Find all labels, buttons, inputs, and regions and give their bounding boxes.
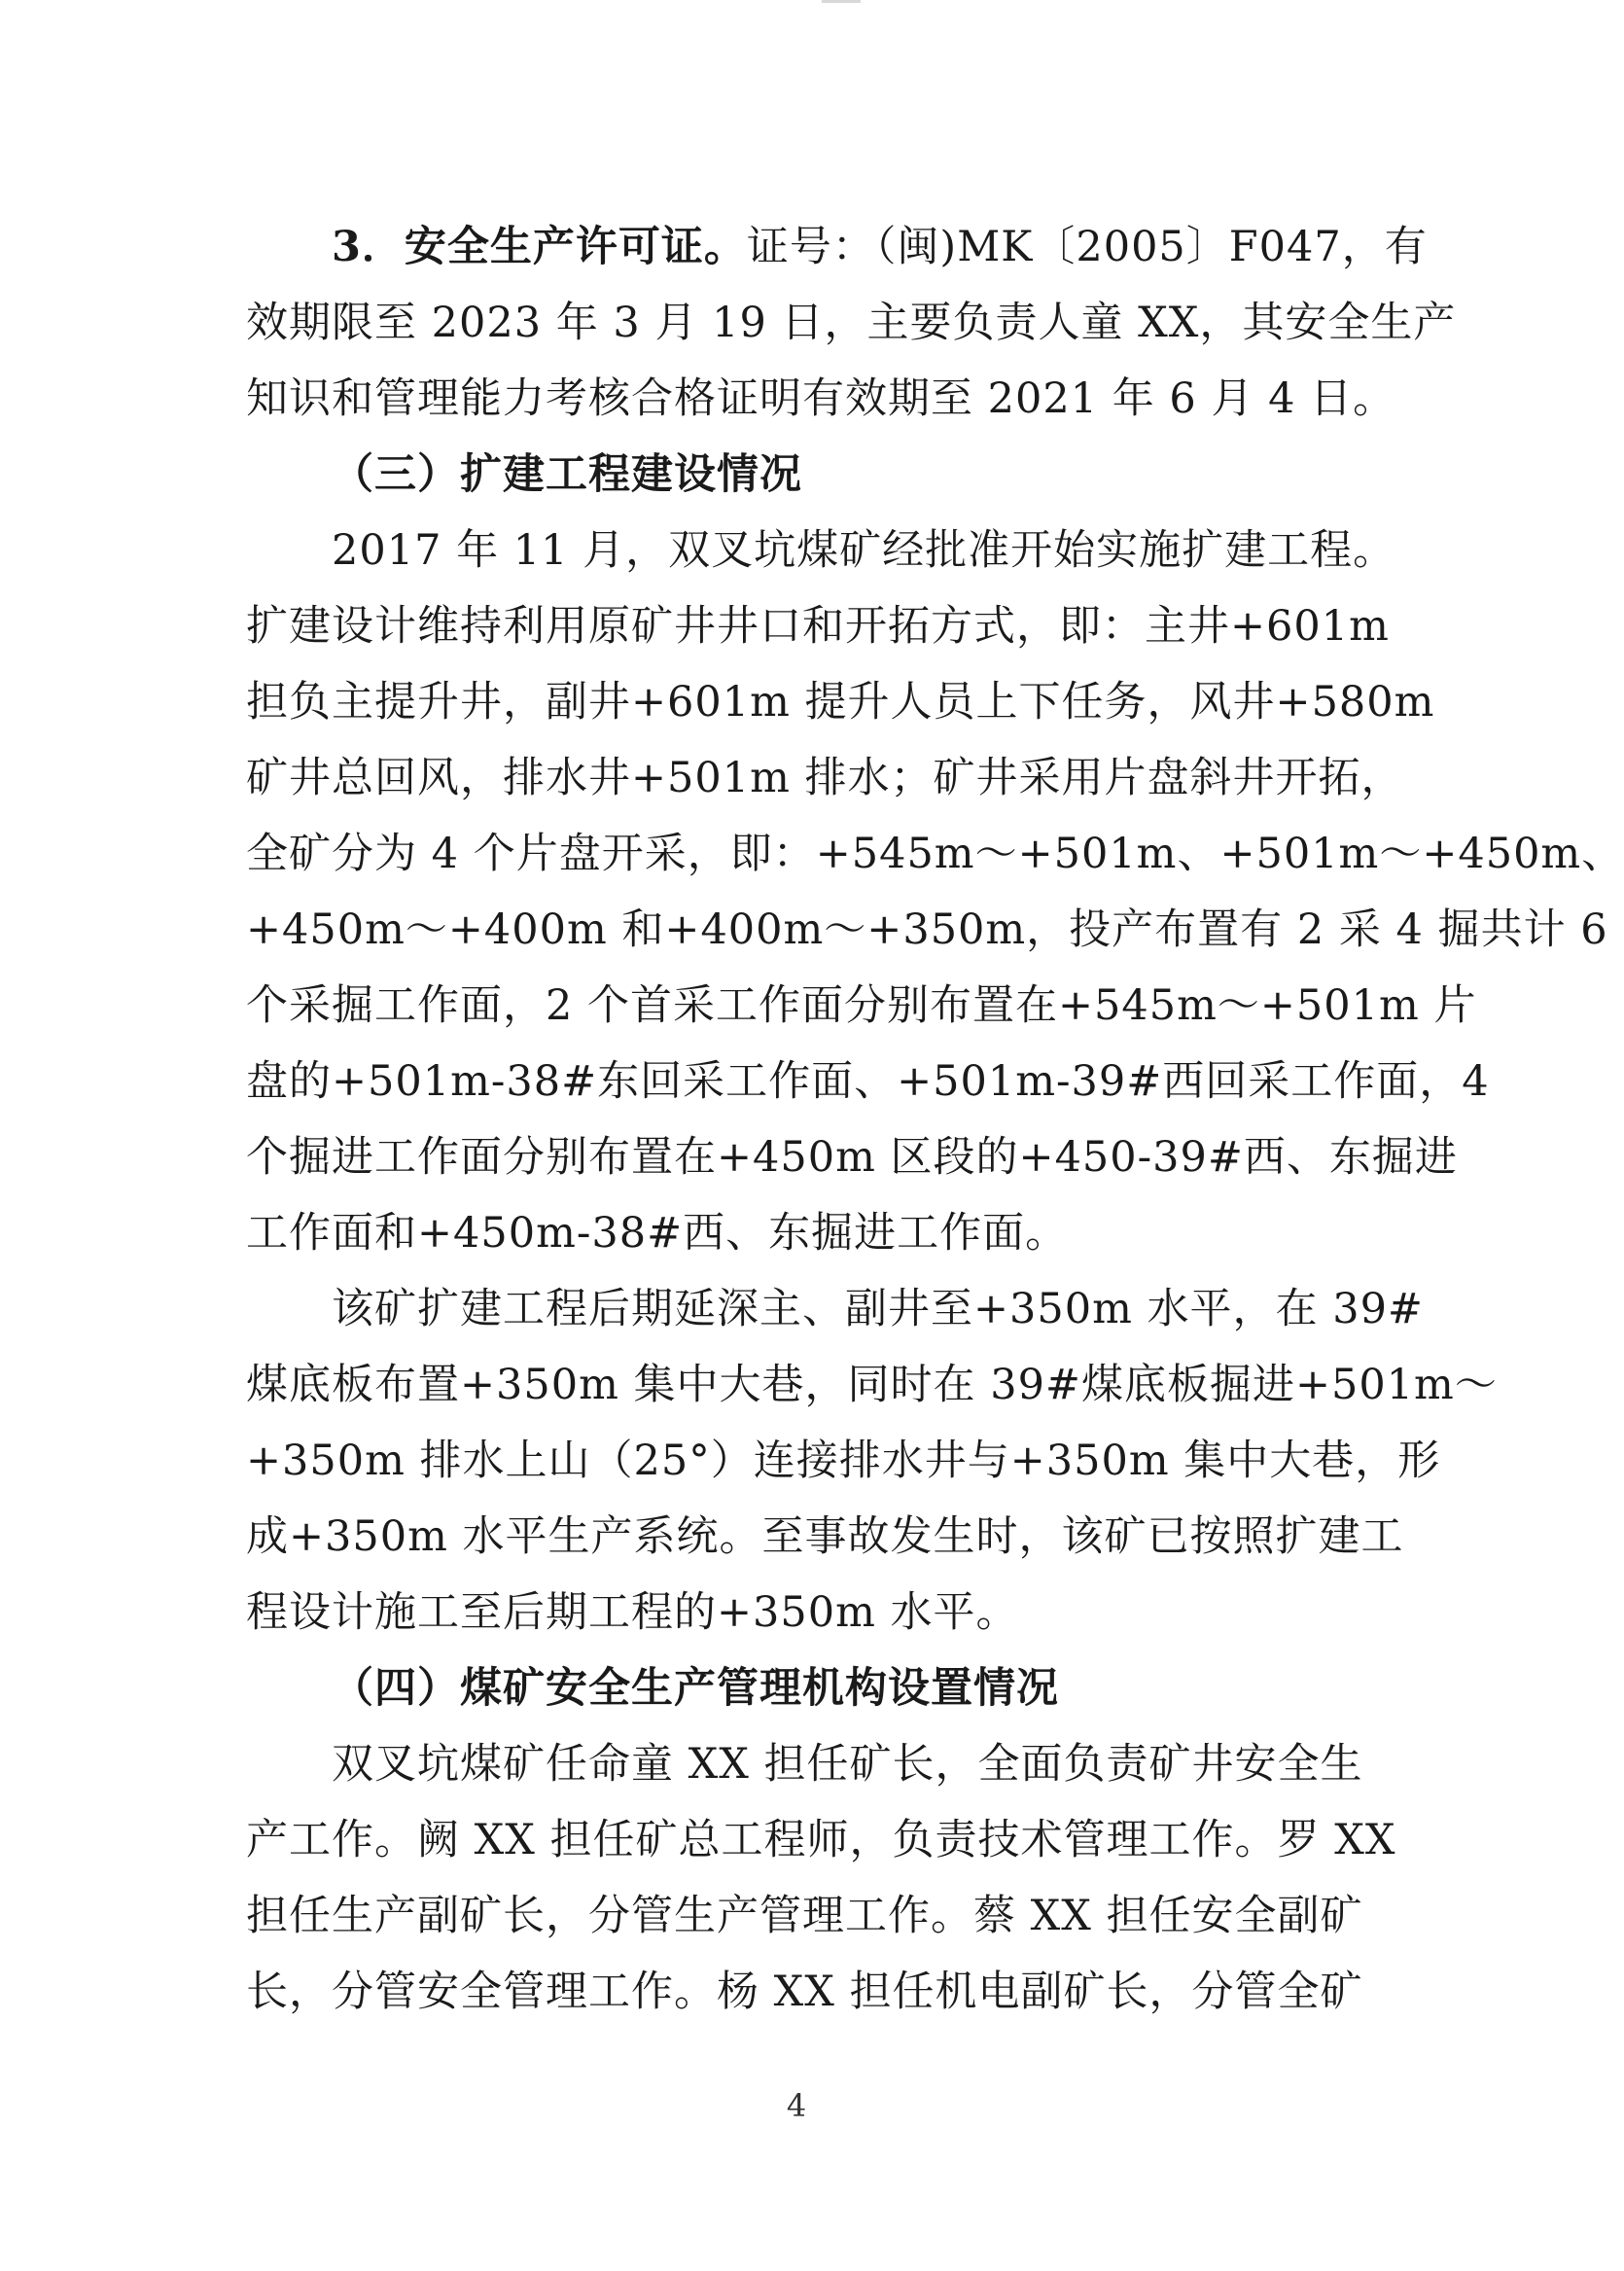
- expansion-p1-line: 个掘进工作面分别布置在+450m 区段的+450-39#西、东掘进: [246, 1133, 1458, 1182]
- expansion-p1-line: 担负主提升井，副井+601m 提升人员上下任务，风井+580m: [246, 678, 1435, 727]
- page-number: 4: [786, 2087, 807, 2124]
- license-lead: 3．安全生产许可证。: [332, 223, 747, 271]
- license-line-2: 效期限至 2023 年 3 月 19 日，主要负责人童 XX，其安全生产: [246, 299, 1457, 347]
- expansion-p1-line: 全矿分为 4 个片盘开采，即：+545m～+501m、+501m～+450m、: [246, 830, 1624, 878]
- expansion-p1-line: 扩建设计维持利用原矿井井口和开拓方式，即：主井+601m: [246, 602, 1390, 651]
- license-line-1: [246, 209, 1428, 285]
- expansion-p1-line: 工作面和+450m-38#西、东掘进工作面。: [246, 1209, 1069, 1258]
- page-body: [246, 209, 1624, 2030]
- management-p1-line: 双叉坑煤矿任命童 XX 担任矿长，全面负责矿井安全生: [332, 1740, 1363, 1789]
- management-p1-line: 产工作。阙 XX 担任矿总工程师，负责技术管理工作。罗 XX: [246, 1816, 1396, 1864]
- license-line-3: 知识和管理能力考核合格证明有效期至 2021 年 6 月 4 日。: [246, 374, 1396, 423]
- expansion-p2-line: +350m 排水上山（25°）连接排水井与+350m 集中大巷，形: [246, 1437, 1441, 1485]
- expansion-p2-line: 该矿扩建工程后期延深主、副井至+350m 水平，在 39#: [332, 1285, 1424, 1333]
- management-p1-line: 担任生产副矿长，分管生产管理工作。蔡 XX 担任安全副矿: [246, 1892, 1363, 1940]
- expansion-p1-line: 矿井总回风，排水井+501m 排水；矿井采用片盘斜井开拓，: [246, 754, 1404, 802]
- expansion-p1-line: 盘的+501m-38#东回采工作面、+501m-39#西回采工作面，4: [246, 1057, 1490, 1106]
- scan-mark: [822, 0, 861, 3]
- expansion-p2-line: 程设计施工至后期工程的+350m 水平。: [246, 1588, 1019, 1637]
- expansion-p1-line: +450m～+400m 和+400m～+350m，投产布置有 2 采 4 掘共计 6: [246, 905, 1608, 954]
- management-p1-line: 长，分管安全管理工作。杨 XX 担任机电副矿长，分管全矿: [246, 1968, 1363, 2016]
- expansion-p1-line: 2017 年 11 月，双叉坑煤矿经批准开始实施扩建工程。: [332, 526, 1396, 575]
- license-line-1-text: 证号：（闽)MK〔2005〕F047，有: [746, 223, 1428, 271]
- expansion-p1-line: 个采掘工作面，2 个首采工作面分别布置在+545m～+501m 片: [246, 981, 1477, 1030]
- expansion-heading: （三）扩建工程建设情况: [332, 450, 802, 499]
- expansion-p2-line: 煤底板布置+350m 集中大巷，同时在 39#煤底板掘进+501m～: [246, 1361, 1498, 1409]
- expansion-p2-line: 成+350m 水平生产系统。至事故发生时，该矿已按照扩建工: [246, 1512, 1404, 1561]
- management-heading: （四）煤矿安全生产管理机构设置情况: [332, 1664, 1059, 1713]
